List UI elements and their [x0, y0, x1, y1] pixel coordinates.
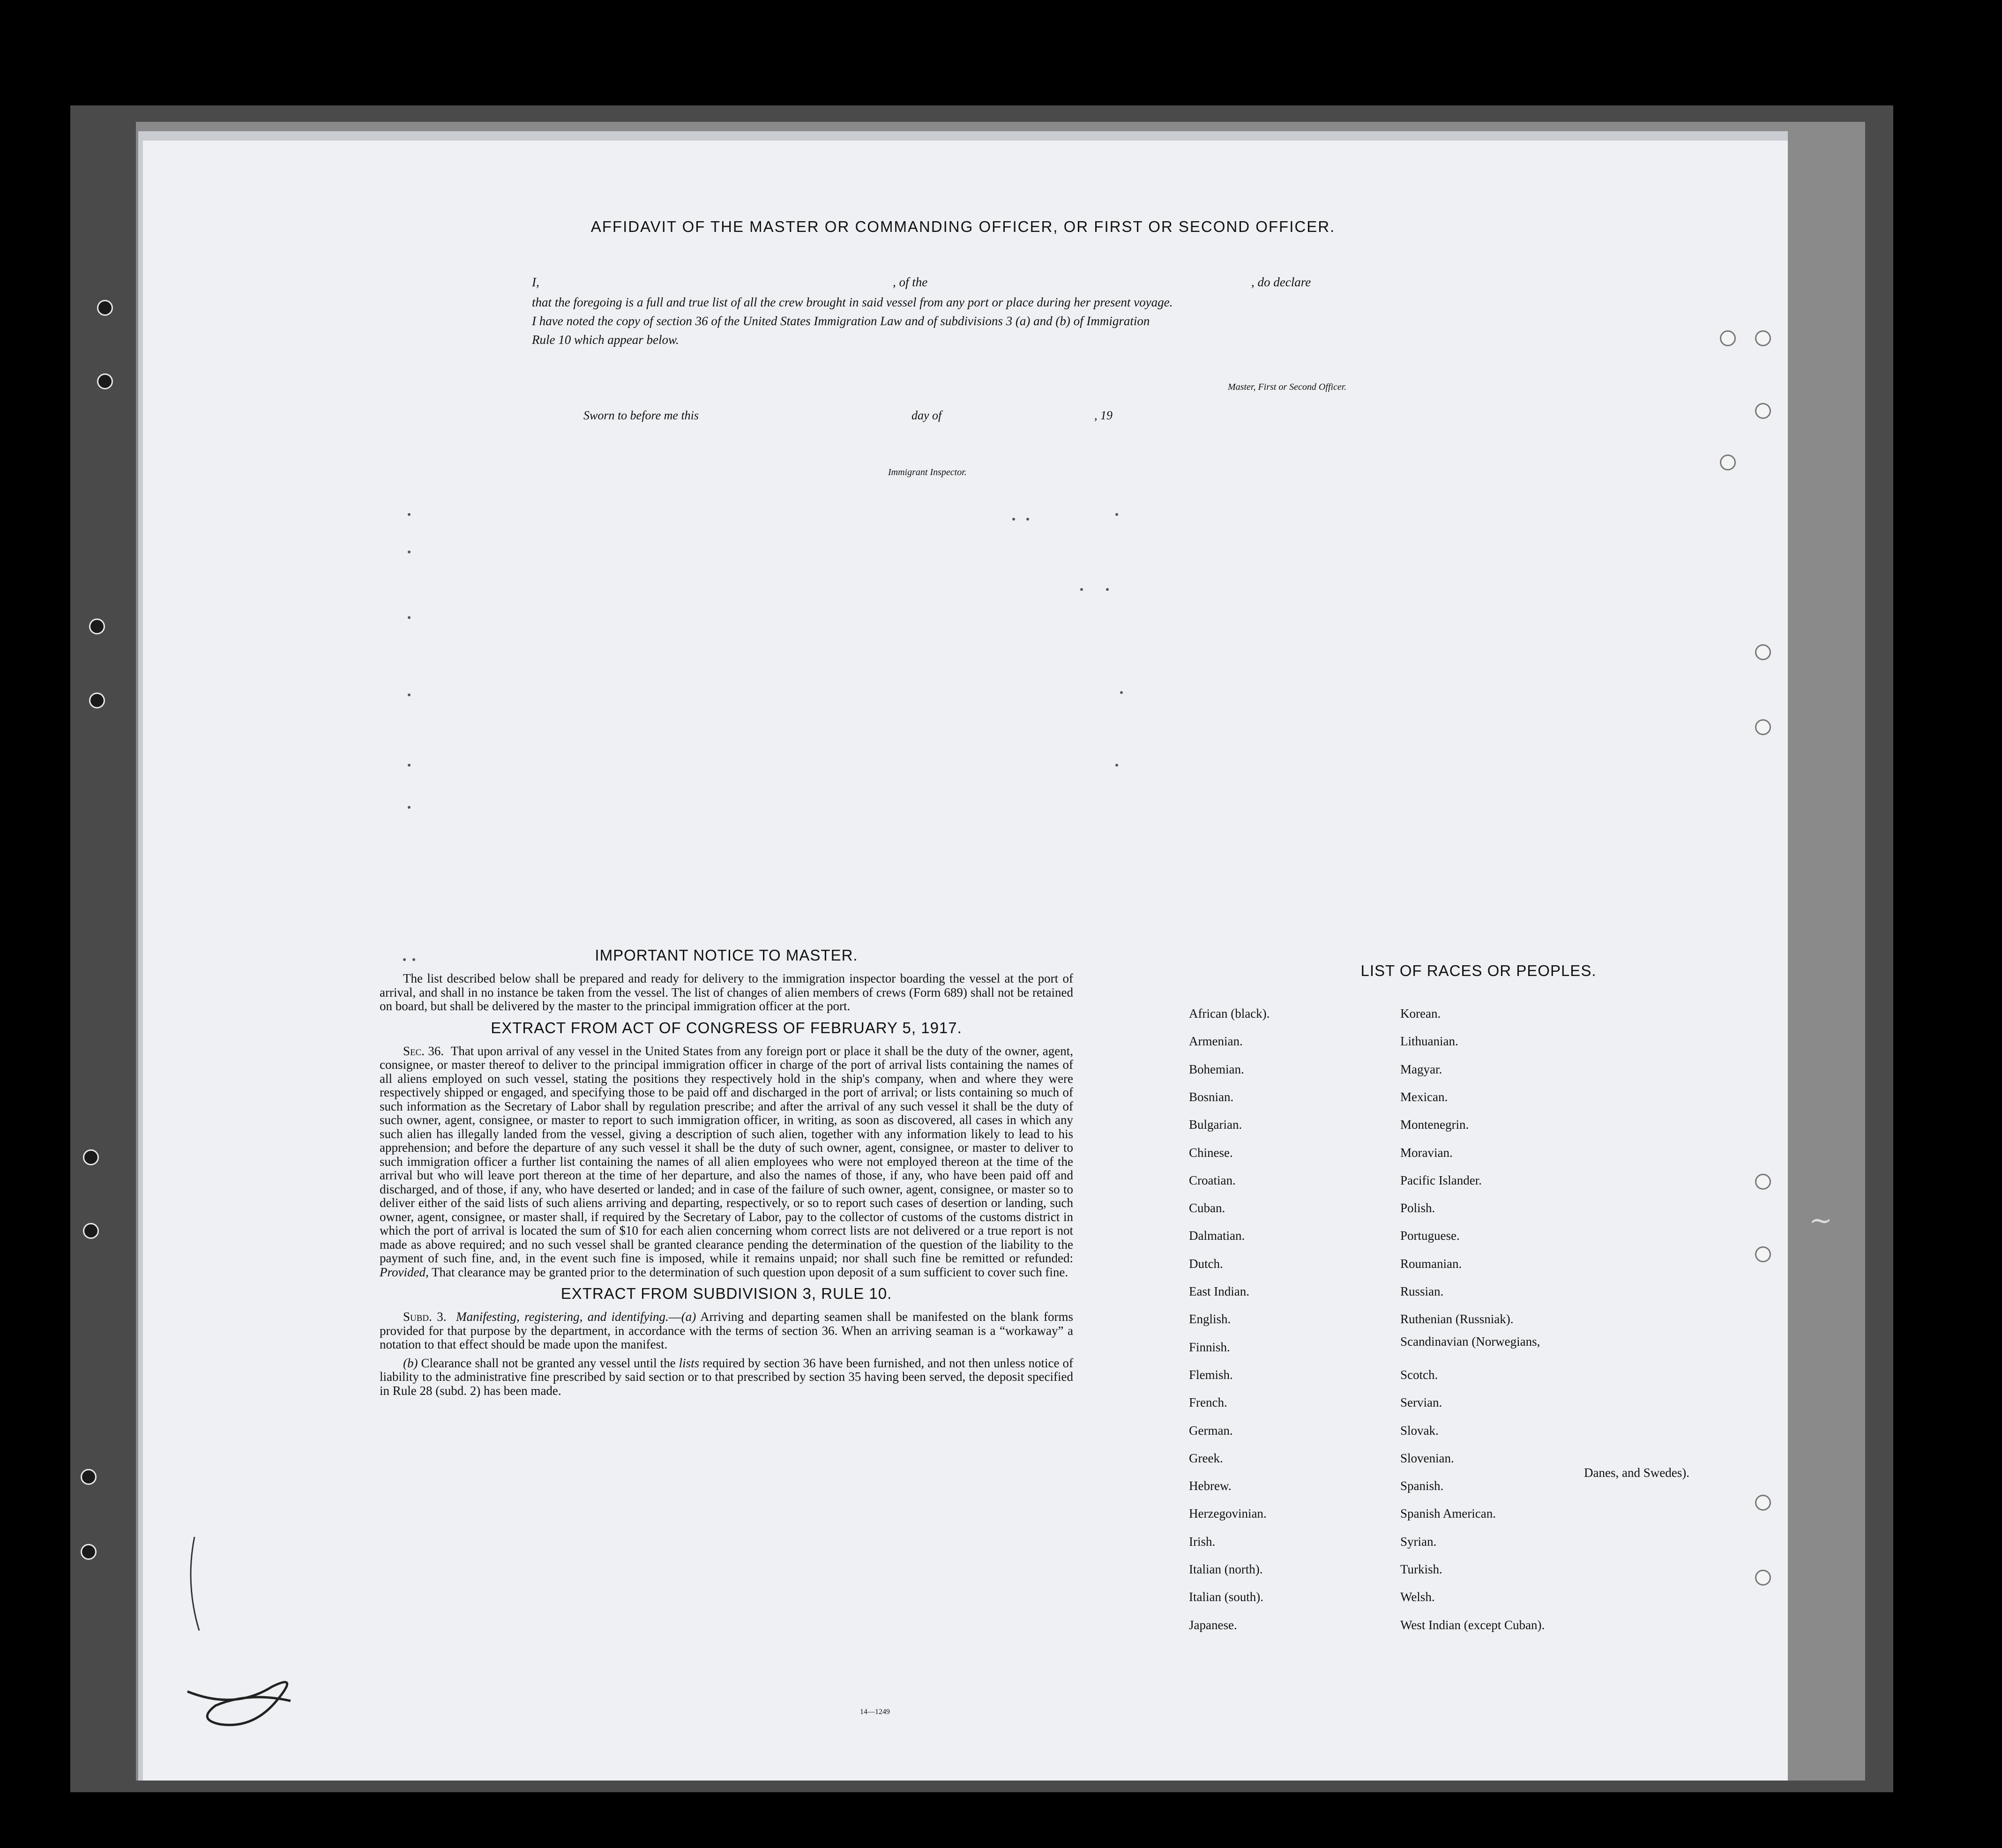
notice-column [380, 946, 1073, 1402]
race-item: Montenegrin. [1400, 1118, 1469, 1132]
race-item: Scandinavian (Norwegians, [1400, 1334, 1540, 1349]
race-item: Ruthenian (Russniak). [1400, 1312, 1514, 1326]
race-item: Croatian. [1189, 1173, 1236, 1187]
binder-hole [97, 373, 113, 389]
notice-paragraph: The list described below shall be prepared and ready for delivery to the immigration inspector boarding the vessel at the port of arrival, and shall in no instance be taken from the vessel. The list of changes of alien members of crews (Form 689) shall not be retained on board, but shall be delivered by the master to the principal immigration officer at the port. [380, 971, 1073, 1013]
act-extract-heading: EXTRACT FROM ACT OF CONGRESS OF FEBRUARY 5, 1917. [491, 1019, 962, 1036]
subdivision-a-paragraph: Subd. 3. Manifesting, registering, and identifying.—(a) Arriving and departing seamen shall be manifested on the blank forms provided for that purpose by the department, in accordance with the terms of section 36. When an arriving seaman is a “workaway” a notation to that effect should be made upon the manifest. [380, 1310, 1073, 1351]
stray-dot [1026, 518, 1029, 521]
scandinavian-continuation: Danes, and Swedes). [1584, 1466, 1689, 1480]
sworn-before-label: Sworn to before me this [583, 409, 699, 422]
section-36-paragraph [380, 1044, 1073, 1280]
stray-dot [1115, 513, 1118, 516]
binder-hole [89, 618, 105, 634]
year-label: , 19 [1094, 409, 1113, 422]
race-item: English. [1189, 1312, 1231, 1326]
stray-dot [1106, 588, 1109, 591]
race-item: Armenian. [1189, 1034, 1243, 1049]
para-b-marker: (b) [403, 1356, 418, 1370]
race-item: Spanish. [1400, 1479, 1444, 1493]
race-item: Japanese. [1189, 1617, 1237, 1632]
race-item: Polish. [1400, 1201, 1435, 1215]
race-item: Irish. [1189, 1534, 1216, 1549]
race-item: Syrian. [1400, 1534, 1437, 1549]
binder-hole [1755, 403, 1771, 419]
section-label: Sec. 36. [403, 1043, 444, 1058]
para-a-marker: (a) [681, 1310, 696, 1324]
stray-dot [408, 764, 411, 767]
race-item: Scotch. [1400, 1367, 1438, 1382]
stray-dot [408, 693, 411, 696]
race-item: French. [1189, 1395, 1227, 1410]
master-signature-label: Master, First or Second Officer. [1228, 382, 1347, 392]
race-item: Slovenian. [1400, 1451, 1454, 1465]
declaration-line-4: Rule 10 which appear below. [532, 333, 679, 347]
pencil-mark: ~ [1809, 1204, 1833, 1237]
stray-dot [408, 551, 411, 553]
race-item: Flemish. [1189, 1367, 1233, 1382]
binder-hole [1720, 455, 1736, 470]
declaration-of-the: , of the [893, 275, 928, 289]
race-item: Greek. [1189, 1451, 1223, 1465]
pencil-stroke [180, 1537, 209, 1631]
para-b-lists: lists [679, 1356, 700, 1370]
declaration-line-3: I have noted the copy of section 36 of the United States Immigration Law and of subdivisions 3 (a) and (b) of Immigration [532, 314, 1150, 328]
stray-dot [408, 616, 411, 619]
stray-dot [408, 806, 411, 809]
race-item: Slovak. [1400, 1423, 1439, 1438]
race-item: Welsh. [1400, 1590, 1435, 1604]
day-of-label: day of [911, 409, 942, 422]
binder-hole [1755, 1174, 1771, 1190]
inspector-label: Immigrant Inspector. [888, 467, 967, 477]
binder-hole [83, 1149, 99, 1165]
binder-hole [1755, 644, 1771, 660]
binder-hole [81, 1469, 97, 1485]
section-36-text-end: That clearance may be granted prior to the determination of such question upon deposit of a sum sufficient to cover such fine. [431, 1265, 1068, 1279]
race-item: Pacific Islander. [1400, 1173, 1482, 1187]
race-item: Bulgarian. [1189, 1118, 1242, 1132]
binder-hole [1755, 330, 1771, 346]
stray-dot [1012, 518, 1015, 521]
binder-hole [97, 300, 113, 316]
declaration-line-2: that the foregoing is a full and true list of all the crew brought in said vessel from any port or place during her present voyage. [532, 295, 1173, 309]
race-item: Portuguese. [1400, 1229, 1460, 1243]
binder-hole [1755, 1246, 1771, 1262]
binder-hole [89, 693, 105, 708]
race-item: Finnish. [1189, 1340, 1230, 1354]
race-item: East Indian. [1189, 1284, 1249, 1298]
races-heading: LIST OF RACES OR PEOPLES. [1360, 962, 1597, 979]
stray-dot [408, 513, 411, 516]
race-item: Herzegovinian. [1189, 1506, 1267, 1521]
race-item: Servian. [1400, 1395, 1442, 1410]
stray-dot [1120, 691, 1123, 694]
race-item: Bosnian. [1189, 1089, 1234, 1104]
section-36-text: That upon arrival of any vessel in the United States from any foreign port or place it shall be the duty of the owner, agent, consignee, or master thereof to deliver to the principal immigration officer in charge of the port of arrival lists containing the names of all aliens employed on such vessel, stating the positions they respectively hold in the ship's company, when and where they were respectively shipped or engaged, and specifying those to be paid off and discharged in the port of arrival; or lists containing so much of such information as the Secretary of Labor shall by regulation prescribe; and after the arrival of any such vessel it shall be the duty of such owner, agent, consignee, or master to report to such immigration officer, in writing, as soon as discovered, all cases in which any such alien has illegally landed from the vessel, giving a description of such alien, together with any information likely to lead to his apprehension; and before the departure of any such vessel it shall be the duty of such owner, agent, consignee, or master to deliver to such immigration officer a further list containing the names of all alien employees who were not employed thereon at the time of the arrival but who will leave port thereon at the time of her departure, and also the names of those, if any, who have been paid off and discharged, and of those, if any, who have deserted or landed; and in case of the failure of such owner, agent, consignee, or master so to deliver either of the said lists of such aliens arriving and departing, respectively, or so to report such cases of desertion or landing, such owner, agent, consignee, or master shall, if required by the Secretary of Labor, pay to the collector of customs of the customs district in which the port of arrival is located the sum of $10 for each alien concerning whom correct lists are not delivered or a true report is not made as above required; and no such vessel shall be granted clearance pending the determination of the question of the liability to the payment of such fine, and, in the event such fine is imposed, while it remains unpaid; nor shall such fine be remitted or refunded: [380, 1043, 1074, 1265]
stray-dot [1115, 764, 1118, 767]
form-number: 14—1249 [860, 1708, 890, 1716]
race-item: Moravian. [1400, 1145, 1453, 1160]
stray-dot [1080, 588, 1083, 591]
document-page [143, 141, 1788, 1781]
affidavit-heading: AFFIDAVIT OF THE MASTER OR COMMANDING OFFICER, OR FIRST OR SECOND OFFICER. [590, 218, 1336, 235]
para-b-end: required by section 36 have been furnished, and not then unless notice of liability to the administrative fine prescribed by said section or to that prescribed by section 35 having been served, the deposit specified in Rule 28 (subd. 2) has been made. [380, 1356, 1073, 1398]
race-item: Mexican. [1400, 1089, 1448, 1104]
race-item: Turkish. [1400, 1562, 1442, 1576]
race-item: Russian. [1400, 1284, 1444, 1298]
binder-hole [1720, 330, 1736, 346]
race-item: Cuban. [1189, 1201, 1225, 1215]
declaration-do-declare: , do declare [1251, 275, 1311, 289]
race-item: Magyar. [1400, 1062, 1442, 1076]
race-item: Korean. [1400, 1006, 1441, 1021]
subd-title: Manifesting, registering, and identifying. [456, 1310, 669, 1324]
race-item: German. [1189, 1423, 1233, 1438]
race-item: Dutch. [1189, 1256, 1223, 1271]
race-item: West Indian (except Cuban). [1400, 1617, 1545, 1632]
notice-heading: IMPORTANT NOTICE TO MASTER. [595, 946, 858, 964]
race-item: Bohemian. [1189, 1062, 1244, 1076]
race-item: Italian (north). [1189, 1562, 1263, 1576]
binder-hole [1755, 719, 1771, 735]
handwritten-flourish [178, 1673, 309, 1743]
race-item: African (black). [1189, 1006, 1270, 1021]
binder-hole [1755, 1570, 1771, 1586]
binder-hole [81, 1544, 97, 1560]
declaration-i: I, [532, 275, 539, 289]
provided-word: Provided, [380, 1265, 429, 1279]
race-item: Hebrew. [1189, 1479, 1232, 1493]
race-item: Italian (south). [1189, 1590, 1263, 1604]
para-b-start: Clearance shall not be granted any vessel until the [421, 1356, 676, 1370]
race-item: Roumanian. [1400, 1256, 1462, 1271]
para-a-text: Arriving and departing seamen shall be manifested on the blank forms provided for that purpose by the department, in accordance with the terms of section 36. When an arriving seaman is a “workaway” a notation to that effect should be made upon the manifest. [380, 1310, 1073, 1351]
rule-extract-heading: EXTRACT FROM SUBDIVISION 3, RULE 10. [560, 1285, 892, 1302]
subdivision-b-paragraph [380, 1356, 1073, 1398]
race-item: Spanish American. [1400, 1506, 1496, 1521]
race-item: Dalmatian. [1189, 1229, 1245, 1243]
subd-label: Subd. 3. [403, 1310, 447, 1324]
race-item: Chinese. [1189, 1145, 1233, 1160]
binder-hole [1755, 1495, 1771, 1511]
binder-hole [83, 1223, 99, 1239]
race-item: Lithuanian. [1400, 1034, 1458, 1049]
